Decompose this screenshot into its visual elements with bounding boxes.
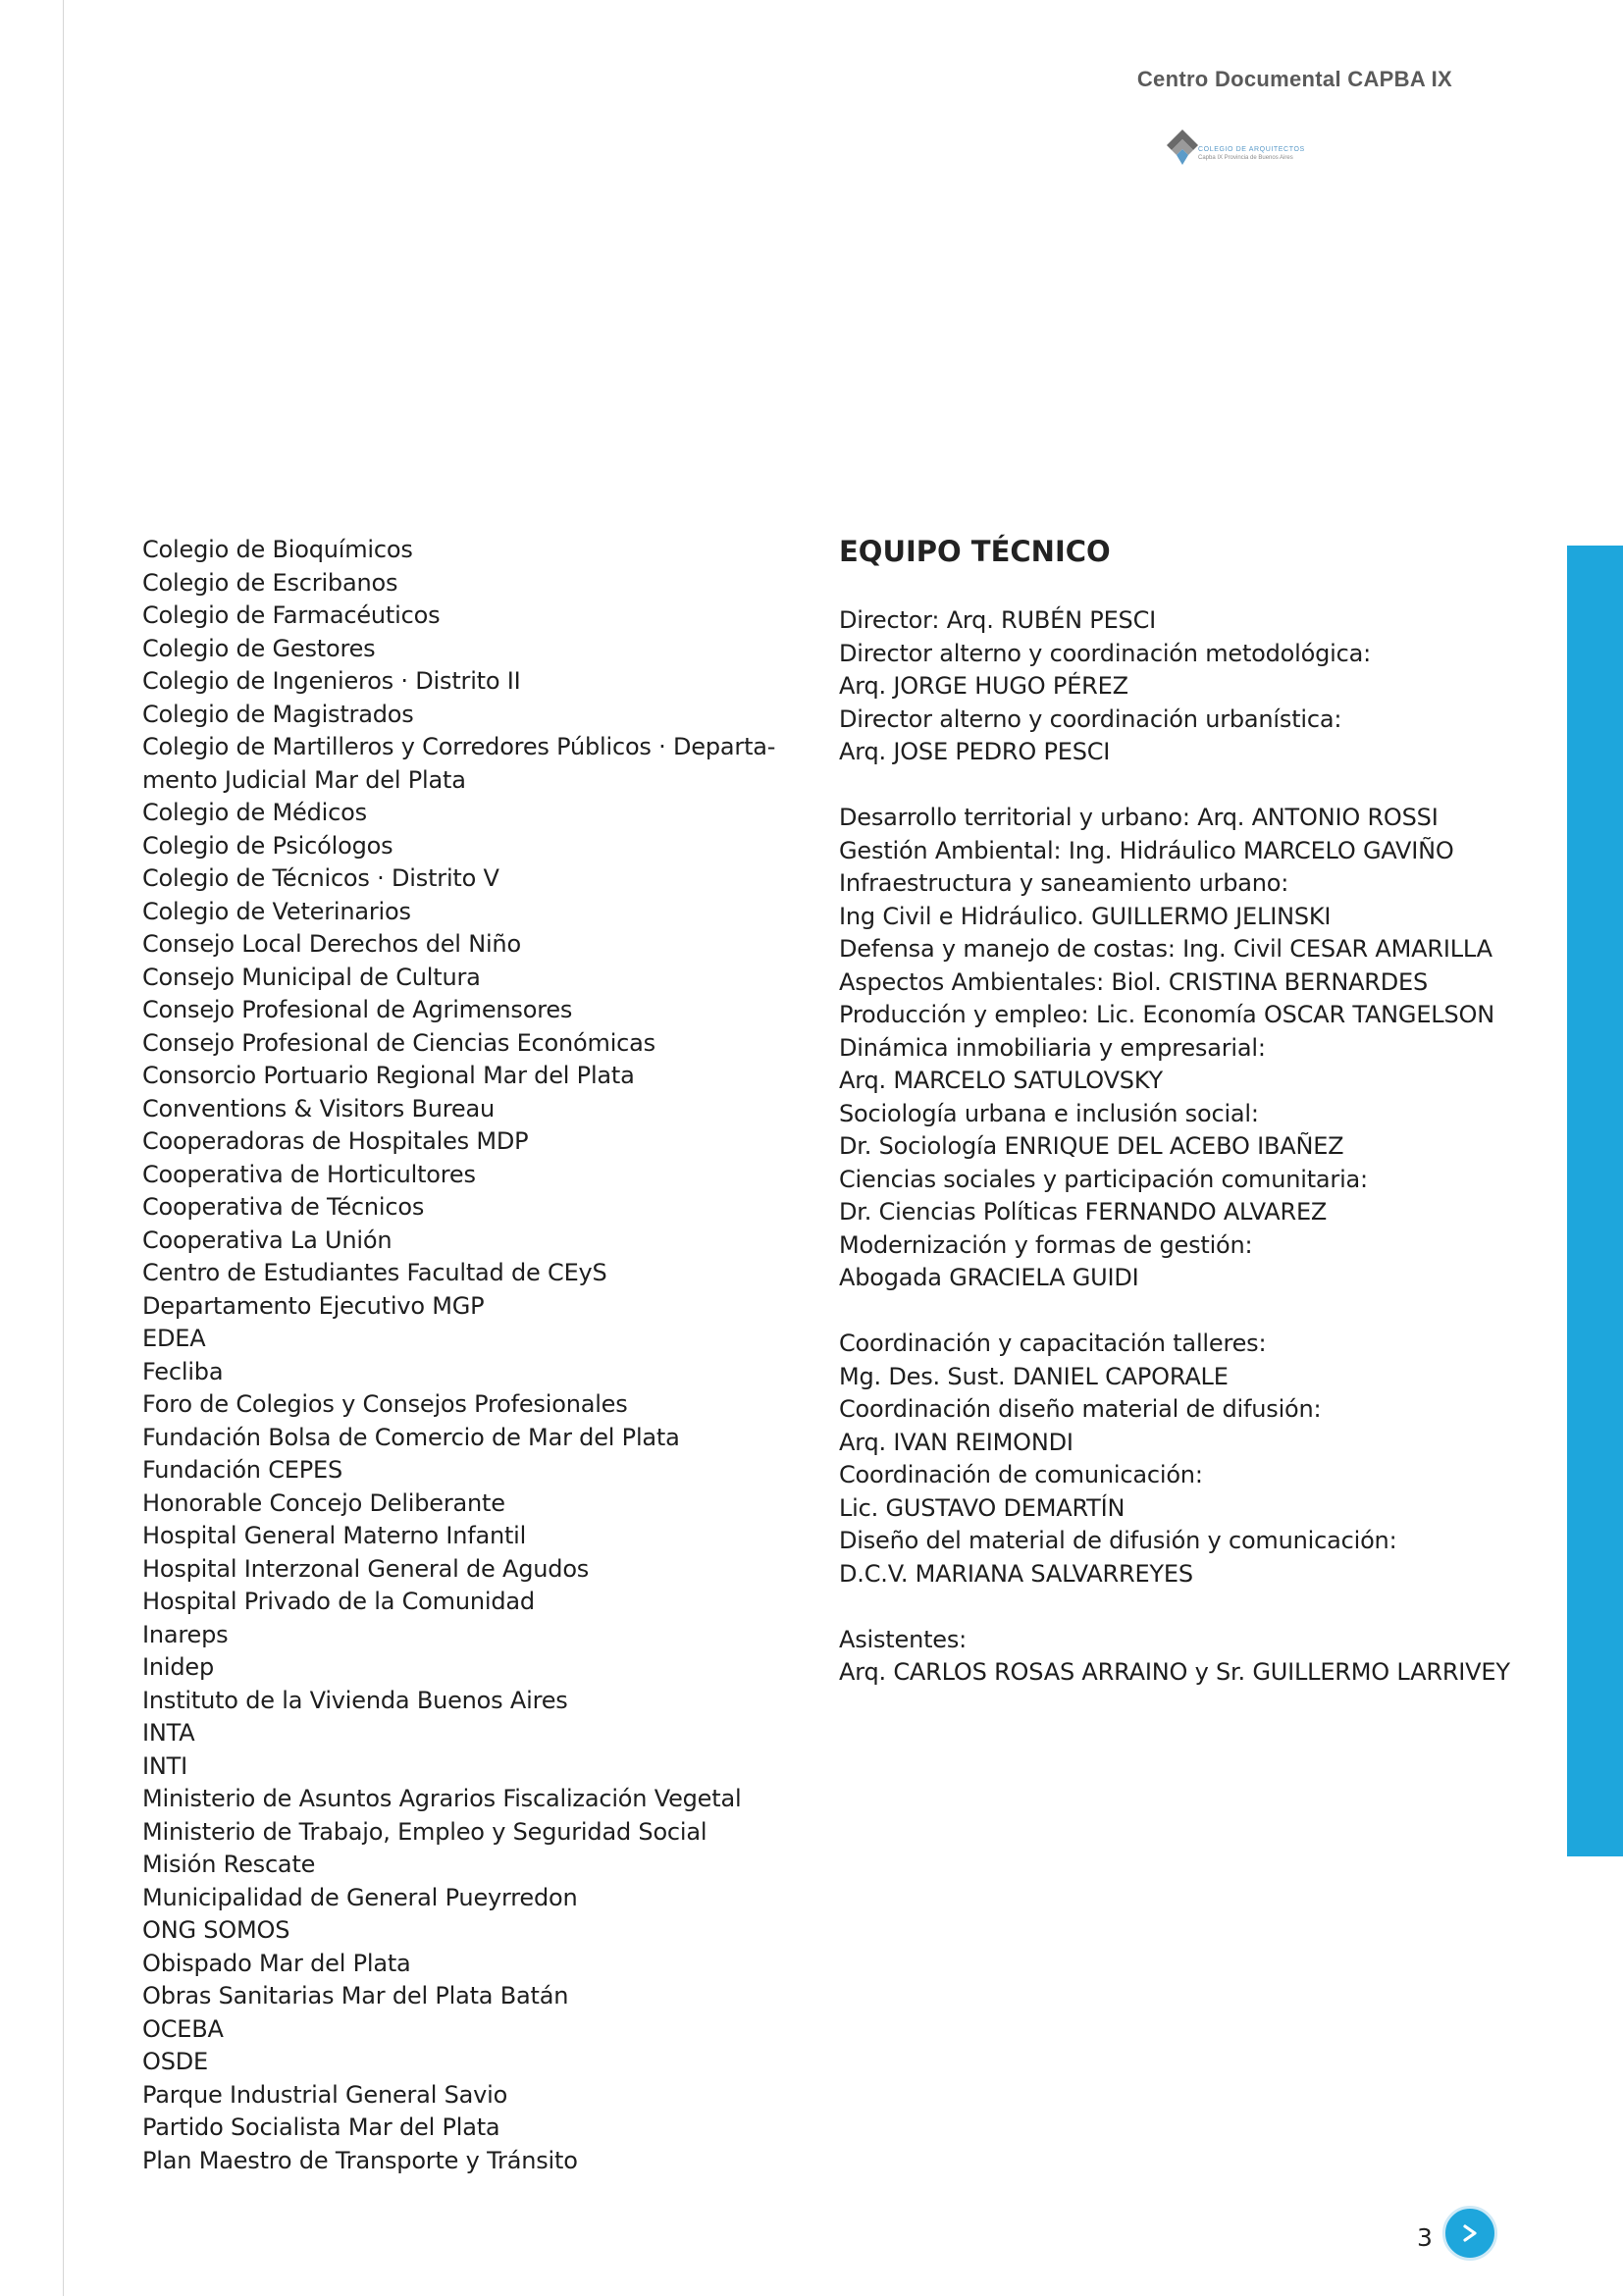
list-item: Consejo Profesional de Agrimensores — [142, 996, 573, 1023]
list-item: Foro de Colegios y Consejos Profesionales — [142, 1390, 628, 1418]
team-line: Sociología urbana e inclusión social: — [839, 1099, 1259, 1127]
list-item: Inareps — [142, 1620, 229, 1648]
accent-side-bar — [1567, 546, 1623, 1856]
page-edge — [63, 0, 64, 2296]
capba-logo — [1163, 124, 1320, 173]
list-item: Fundación Bolsa de Comercio de Mar del Plata — [142, 1423, 680, 1451]
team-line: Aspectos Ambientales: Biol. CRISTINA BERNARDES — [839, 967, 1429, 996]
list-item: Ministerio de Asuntos Agrarios Fiscalización Vegetal — [142, 1785, 742, 1812]
list-item: Inidep — [142, 1653, 214, 1681]
team-line: Dr. Ciencias Políticas FERNANDO ALVAREZ — [839, 1198, 1328, 1226]
team-line: Defensa y manejo de costas: Ing. Civil CESAR AMARILLA — [839, 935, 1492, 963]
team-line: Gestión Ambiental: Ing. Hidráulico MARCELO GAVIÑO — [839, 836, 1454, 864]
list-item: Colegio de Magistrados — [142, 700, 414, 728]
list-item: Cooperadoras de Hospitales MDP — [142, 1127, 529, 1155]
list-item: mento Judicial Mar del Plata — [142, 765, 466, 794]
team-line: Infraestructura y saneamiento urbano: — [839, 869, 1289, 897]
list-item: Cooperativa de Técnicos — [142, 1193, 425, 1221]
team-line: Director alterno y coordinación metodológica: — [839, 639, 1372, 667]
team-line: Asistentes: — [839, 1625, 968, 1653]
list-item: ONG SOMOS — [142, 1916, 290, 1944]
equipo-tecnico-section — [839, 534, 1526, 1690]
team-line: Arq. MARCELO SATULOVSKY — [839, 1067, 1163, 1094]
spacer — [839, 769, 1526, 803]
team-line: Arq. IVAN REIMONDI — [839, 1428, 1073, 1456]
list-item: Municipalidad de General Pueyrredon — [142, 1883, 578, 1911]
list-item: Centro de Estudiantes Facultad de CEyS — [142, 1259, 607, 1286]
list-item: Misión Rescate — [142, 1851, 316, 1878]
list-item: EDEA — [142, 1325, 206, 1352]
team-line: Ciencias sociales y participación comunitaria: — [839, 1165, 1368, 1193]
team-line: Lic. GUSTAVO DEMARTÍN — [839, 1493, 1126, 1522]
list-item: Plan Maestro de Transporte y Tránsito — [142, 2146, 578, 2174]
list-item: Cooperativa de Horticultores — [142, 1160, 476, 1188]
logo-line2: Capba IX Provincia de Buenos Aires — [1198, 155, 1293, 161]
list-item: Colegio de Veterinarios — [142, 897, 411, 925]
spacer — [839, 1295, 1526, 1329]
list-item: INTI — [142, 1751, 187, 1780]
team-line: Arq. CARLOS ROSAS ARRAINO y Sr. GUILLERMO LARRIVEY — [839, 1658, 1510, 1686]
team-line: Modernización y formas de gestión: — [839, 1230, 1253, 1259]
list-item: Fecliba — [142, 1357, 224, 1385]
list-item: Partido Socialista Mar del Plata — [142, 2113, 500, 2141]
header-title: Centro Documental CAPBA IX — [1136, 67, 1452, 91]
chevron-right-icon — [1458, 2221, 1482, 2245]
list-item: Consejo Municipal de Cultura — [142, 963, 481, 991]
list-item: Ministerio de Trabajo, Empleo y Seguridad Social — [142, 1817, 707, 1846]
list-item: Hospital Interzonal General de Agudos — [142, 1554, 590, 1583]
team-line: Abogada GRACIELA GUIDI — [839, 1264, 1139, 1291]
list-item: Parque Industrial General Savio — [142, 2080, 508, 2109]
list-item: OSDE — [142, 2048, 208, 2075]
list-item: Colegio de Técnicos · Distrito V — [142, 864, 499, 892]
list-item: Colegio de Ingenieros · Distrito II — [142, 667, 521, 695]
section-title: EQUIPO TÉCNICO — [839, 535, 1111, 568]
team-line: Arq. JORGE HUGO PÉREZ — [839, 672, 1128, 700]
next-page-button[interactable] — [1442, 2206, 1497, 2261]
list-item: Obispado Mar del Plata — [142, 1949, 411, 1977]
list-item: Colegio de Médicos — [142, 799, 367, 826]
list-item: Fundación CEPES — [142, 1456, 343, 1484]
list-item: Cooperativa La Unión — [142, 1226, 393, 1254]
team-line: Desarrollo territorial y urbano: Arq. ANTONIO ROSSI — [839, 804, 1439, 831]
coordination-group — [839, 1328, 1526, 1591]
directors-group — [839, 604, 1526, 769]
team-line: Mg. Des. Sust. DANIEL CAPORALE — [839, 1362, 1229, 1390]
team-line: D.C.V. MARIANA SALVARREYES — [839, 1559, 1193, 1588]
list-item: Consejo Profesional de Ciencias Económicas — [142, 1028, 655, 1057]
team-line: Ing Civil e Hidráulico. GUILLERMO JELINSKI — [839, 902, 1332, 930]
list-item: Hospital Privado de la Comunidad — [142, 1588, 535, 1615]
list-item: Honorable Concejo Deliberante — [142, 1488, 505, 1517]
list-item: Departamento Ejecutivo MGP — [142, 1291, 485, 1320]
list-item: Colegio de Farmacéuticos — [142, 601, 441, 629]
list-item: Colegio de Gestores — [142, 634, 376, 662]
spacer — [839, 1591, 1526, 1624]
list-item: Obras Sanitarias Mar del Plata Batán — [142, 1982, 569, 2009]
team-line: Diseño del material de difusión y comunicación: — [839, 1527, 1397, 1554]
team-line: Director: Arq. RUBÉN PESCI — [839, 606, 1157, 634]
list-item: Colegio de Bioquímicos — [142, 536, 413, 563]
assistants-group — [839, 1624, 1526, 1690]
list-item: INTA — [142, 1719, 195, 1747]
team-line: Producción y empleo: Lic. Economía OSCAR TANGELSON — [839, 1001, 1494, 1028]
team-line: Arq. JOSE PEDRO PESCI — [839, 738, 1111, 765]
team-line: Coordinación de comunicación: — [839, 1461, 1203, 1488]
list-item: Hospital General Materno Infantil — [142, 1522, 527, 1549]
team-line: Director alterno y coordinación urbanística: — [839, 704, 1342, 733]
list-item: Colegio de Martilleros y Corredores Públicos · Departa- — [142, 733, 776, 760]
logo-text — [1198, 146, 1305, 161]
page-number: 3 — [1417, 2223, 1433, 2252]
team-line: Coordinación diseño material de difusión: — [839, 1395, 1322, 1423]
capba-logo-icon — [1163, 124, 1198, 173]
specialists-group — [839, 802, 1526, 1295]
team-line: Coordinación y capacitación talleres: — [839, 1330, 1267, 1357]
list-item: Colegio de Escribanos — [142, 568, 398, 597]
logo-line1: COLEGIO DE ARQUITECTOS — [1198, 146, 1305, 153]
list-item: Consorcio Portuario Regional Mar del Plata — [142, 1062, 635, 1089]
header — [1137, 67, 1452, 92]
list-item: Colegio de Psicólogos — [142, 831, 393, 860]
list-item: Conventions & Visitors Bureau — [142, 1094, 496, 1122]
institutions-list — [142, 534, 790, 2177]
team-line: Dr. Sociología ENRIQUE DEL ACEBO IBAÑEZ — [839, 1132, 1344, 1160]
list-item: Instituto de la Vivienda Buenos Aires — [142, 1686, 568, 1714]
list-item: OCEBA — [142, 2014, 224, 2043]
team-line: Dinámica inmobiliaria y empresarial: — [839, 1033, 1266, 1062]
list-item: Consejo Local Derechos del Niño — [142, 930, 521, 958]
